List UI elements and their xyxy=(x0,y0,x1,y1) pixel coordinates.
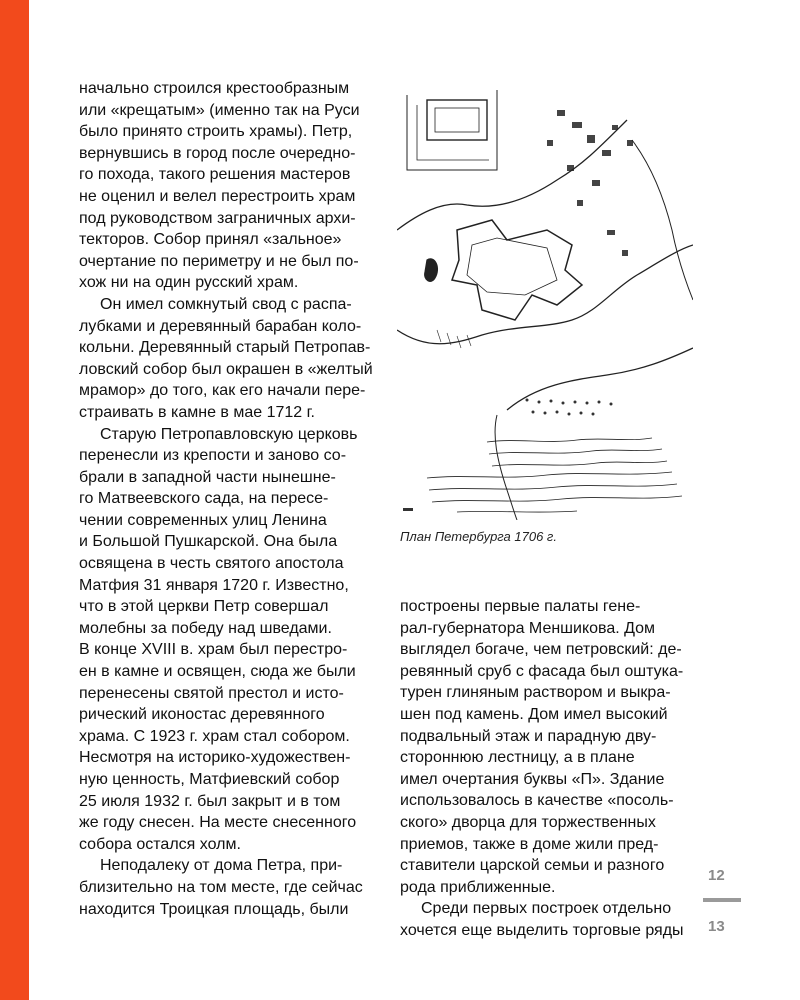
page-number-bottom: 13 xyxy=(708,918,725,935)
map-illustration xyxy=(397,80,693,520)
paragraph: Он имел сомкнутый свод с распа- лубками и деревянный барабан коло- кольни. Деревянный старый Петропав- ловский собор был окрашен в «желтый мрамор» до того, как его начали пере- страивать в камне в мае 1712 г. xyxy=(79,295,373,421)
paragraph: построены первые палаты гене- рал-губернатора Меншикова. Дом выглядел богаче, чем петровский: де- ревянный сруб с фасада был оштука- турен глиняным раствором и выкра- шен под камень. Дом имел высокий подвальный этаж и парадную дву- стороннюю лестницу, а в плане имел очертания буквы «П». Здание использовалось в качестве «посоль- ского» дворца для торжественных приемов, также в доме жили пред- ставители царской семьи и разного рода приближенные. xyxy=(400,598,684,896)
left-text-column xyxy=(79,78,379,920)
old-city-plan-drawing xyxy=(397,80,693,520)
page-number-divider xyxy=(703,898,741,902)
figure-caption: План Петербурга 1706 г. xyxy=(400,529,557,544)
paragraph: Неподалеку от дома Петра, при- близительно на том месте, где сейчас находится Троицкая площадь, были xyxy=(79,857,363,918)
paragraph: начально строился крестообразным или «крещатым» (именно так на Руси было принято строить храмы). Петр, вернувшись в город после очередно- го похода, такого решения мастеров не оценил и велел перестроить храм под руководством заграничных архи- текторов. Собор принял «зальное» очертание по периметру и не был по- хож ни на один русский храм. xyxy=(79,80,360,292)
paragraph: Среди первых построек отдельно хочется еще выделить торговые ряды xyxy=(400,900,684,939)
right-text-column xyxy=(400,596,700,942)
paragraph: Старую Петропавловскую церковь перенесли из крепости и заново со- брали в западной части нынешне- го Матвеевского сада, на пересе- чении современных улиц Ленина и Большой Пушкарской. Она была освящена в честь святого апостола Матфия 31 января 1720 г. Известно, что в этой церкви Петр совершал молебны за победу над шведами. В конце XVIII в. храм был перестро- ен в камне и освящен, сюда же были перенесены святой престол и исто- рический иконостас деревянного храма. С 1923 г. храм стал собором. Несмотря на историко-художествен- ную ценность, Матфиевский собор 25 июля 1932 г. был закрыт и в том же году снесен. На месте снесенного собора остался холм. xyxy=(79,425,358,853)
accent-bar xyxy=(0,0,29,1000)
page-number-top: 12 xyxy=(708,867,725,884)
